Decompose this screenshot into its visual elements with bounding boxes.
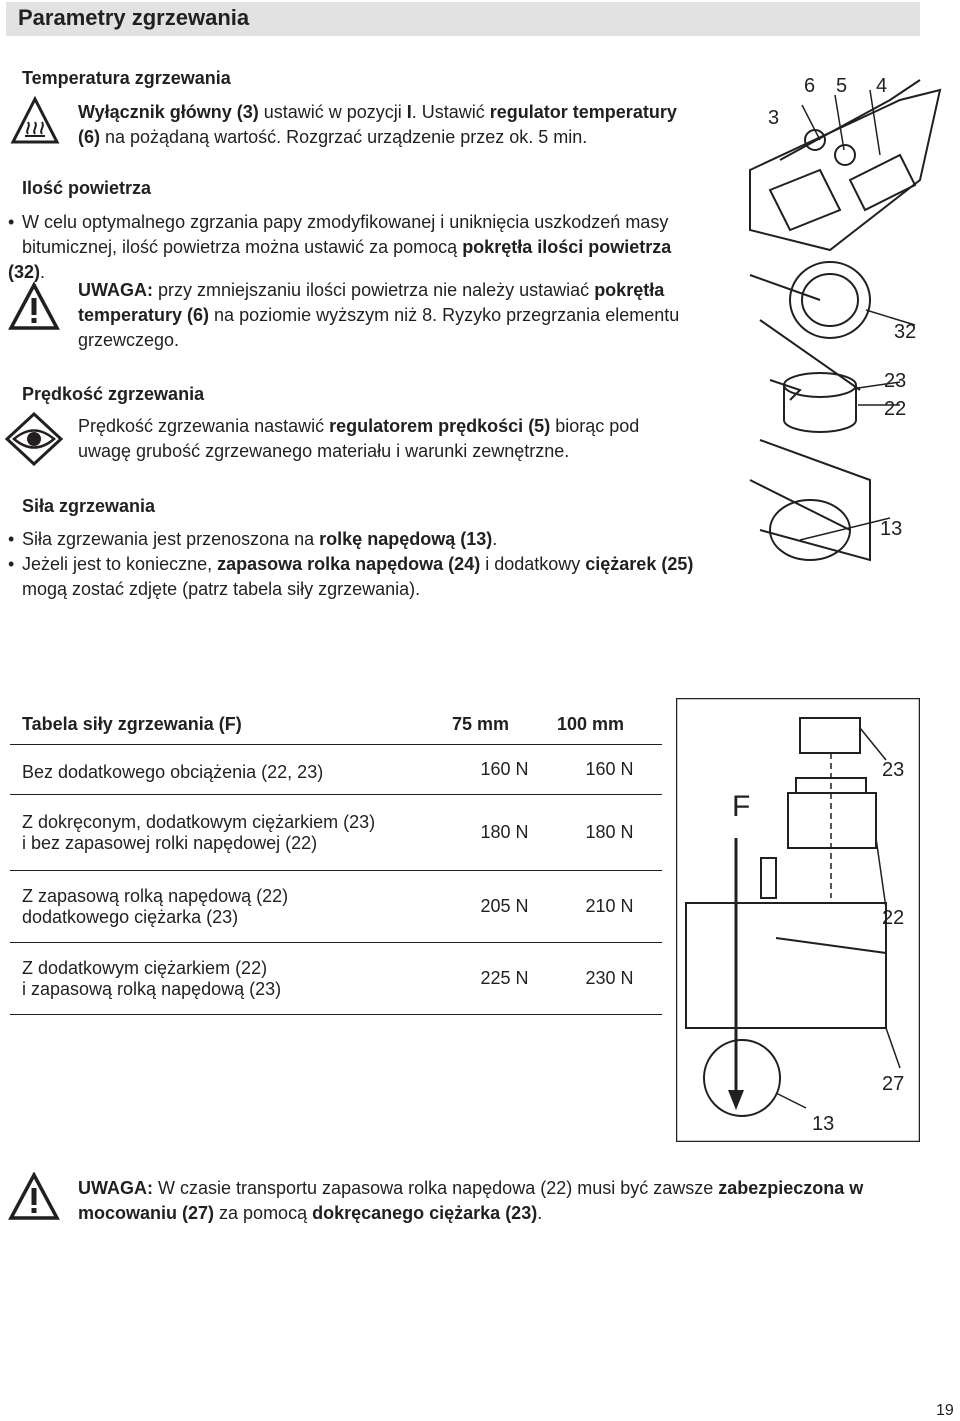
transport-warning (78, 1176, 938, 1226)
label-13: 13 (880, 518, 903, 540)
row-value-75: 180 N (452, 795, 557, 871)
transport-warning-label: UWAGA: (78, 1178, 153, 1198)
row-value-100: 160 N (585, 759, 634, 779)
speed-text-1c: biorąc pod (550, 416, 640, 436)
label-22: 22 (882, 907, 905, 929)
eye-icon (4, 412, 64, 466)
transport-warning-c: zabezpieczona w (718, 1178, 864, 1198)
speed-text-1a: Prędkość zgrzewania nastawić (78, 416, 330, 436)
speed-regulator-ref: regulatorem prędkości (5) (329, 416, 551, 436)
row-label-2: i bez zapasowej rolki napędowej (22) (22, 832, 318, 853)
weight-diagram-figure (676, 698, 920, 1142)
air-warning-knob: pokrętła (594, 280, 665, 300)
spare-roller-ref: zapasowa rolka napędowa (24) (217, 554, 481, 574)
transport-warning-d: mocowaniu (27) (78, 1203, 215, 1223)
row-value-75: 205 N (452, 871, 557, 943)
temperature-text (78, 100, 718, 150)
label-3: 3 (768, 107, 780, 129)
label-13: 13 (812, 1113, 835, 1135)
force-b2e: mogą zostać zdjęte (patrz tabela siły zgrzewania). (22, 579, 421, 599)
section-heading-temperature: Temperatura zgrzewania (22, 68, 231, 88)
warning-icon (8, 1172, 60, 1222)
row-value-75: 225 N (452, 943, 557, 1015)
air-warning-temp: temperatury (6) (78, 305, 210, 325)
label-22: 22 (884, 398, 907, 420)
table-header-title: Tabela siły zgrzewania (F) (10, 704, 452, 745)
label-32: 32 (894, 321, 917, 343)
warning-icon (8, 282, 60, 332)
table-row (10, 745, 662, 795)
speed-text (78, 414, 718, 464)
label-5: 5 (836, 75, 848, 97)
position-i: I (406, 102, 412, 122)
drive-roller-ref: rolkę napędową (13) (319, 529, 493, 549)
force-b1a: Siła zgrzewania jest przenoszona na (22, 529, 320, 549)
row-value-100: 180 N (557, 795, 662, 871)
label-27: 27 (882, 1073, 905, 1095)
force-b1c: . (492, 529, 498, 549)
force-bullets: • Siła zgrzewania jest przenoszona na rolkę napędową (13). • Jeżeli jest to konieczne, zapasowa rolka napędowa (24) i dodatkowy ciężarek (25) mogą zostać zdjęte (patrz tabela siły zgrzewania). (8, 529, 694, 599)
table-header-100: 100 mm (557, 704, 662, 745)
weight-ref: ciężarek (25) (585, 554, 694, 574)
table-row (10, 943, 662, 1015)
air-warning-text-e: na poziomie wyższym niż 8. Ryzyko przegrzania elementu (209, 305, 680, 325)
temperature-text-1d: . Ustawić (411, 102, 490, 122)
air-text-2c: . (40, 262, 46, 282)
row-label-2: dodatkowego ciężarka (23) (22, 906, 239, 927)
force-table (10, 704, 662, 1015)
row-label: Bez dodatkowego obciążenia (22, 23) (22, 762, 324, 782)
air-warning-label: UWAGA: (78, 280, 153, 300)
transport-warning-f: dokręcanego ciężarka (23) (312, 1203, 538, 1223)
air-text-1: W celu optymalnego zgrzania papy zmodyfikowanej i uniknięcia uszkodzeń masy (22, 212, 669, 232)
section-heading-air: Ilość powietrza (22, 178, 152, 198)
air-text: • W celu optymalnego zgrzania papy zmodyfikowanej i uniknięcia uszkodzeń masy bitumicznej, ilość powietrza można ustawić za pomocą pokrętła ilości powietrza (32). (8, 212, 672, 282)
table-header-75: 75 mm (452, 704, 557, 745)
transport-warning-g: . (537, 1203, 543, 1223)
temperature-text-1b: ustawić w pozycji (258, 102, 407, 122)
row-value-75: 160 N (480, 759, 529, 779)
air-knob-ref: pokrętła ilości powietrza (32) (8, 237, 672, 282)
air-warning-text-f: grzewczego. (78, 330, 180, 350)
transport-warning-e: za pomocą (214, 1203, 313, 1223)
transport-warning-b: W czasie transportu zapasowa rolka napędowa (22) musi być zawsze (153, 1178, 719, 1198)
force-b2a: Jeżeli jest to konieczne, (22, 554, 218, 574)
table-row (10, 871, 662, 943)
table-row (10, 795, 662, 871)
row-value-100: 230 N (557, 943, 662, 1015)
heat-warning-icon (10, 96, 60, 146)
speed-text-2: uwagę grubość zgrzewanego materiału i warunki zewnętrzne. (78, 441, 570, 461)
row-label: Z zapasową rolką napędową (22) (22, 885, 289, 906)
page-title: Parametry zgrzewania (18, 5, 250, 30)
label-6: 6 (804, 75, 816, 97)
temperature-regulator-ref: regulator temperatury (489, 102, 677, 122)
force-b2c: i dodatkowy (480, 554, 586, 574)
row-value-100: 210 N (557, 871, 662, 943)
temperature-ref-6: (6) (78, 127, 100, 147)
row-label-2: i zapasową rolką napędową (23) (22, 978, 282, 999)
air-text-2a: bitumicznej, ilość powietrza można ustawić za pomocą (22, 237, 463, 257)
temperature-text-2b: na pożądaną wartość. Rozgrzać urządzenie przez ok. 5 min. (100, 127, 588, 147)
label-23: 23 (882, 759, 905, 781)
air-warning (78, 278, 718, 353)
air-warning-text-b: przy zmniejszaniu ilości powietrza nie należy ustawiać (153, 280, 595, 300)
row-label: Z dodatkowym ciężarkiem (22) (22, 957, 268, 978)
label-F: F (732, 790, 751, 823)
section-heading-force: Siła zgrzewania (22, 496, 156, 516)
label-23: 23 (884, 370, 907, 392)
main-switch-ref: Wyłącznik główny (3) (78, 102, 259, 122)
machine-controls-figure (740, 60, 956, 600)
page-number: 19 (936, 1402, 954, 1419)
label-4: 4 (876, 75, 888, 97)
row-label: Z dokręconym, dodatkowym ciężarkiem (23) (22, 811, 376, 832)
section-heading-speed: Prędkość zgrzewania (22, 384, 205, 404)
